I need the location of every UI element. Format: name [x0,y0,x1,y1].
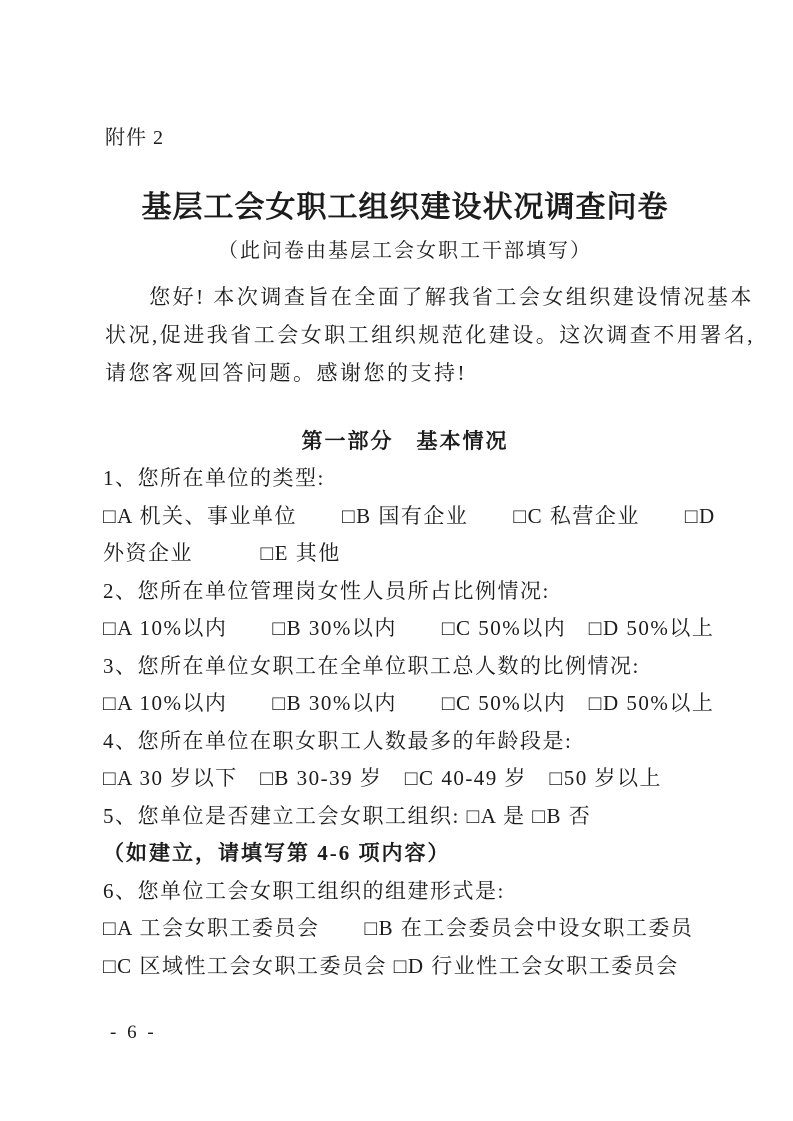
question-2-label: 2、您所在单位管理岗女性人员所占比例情况: [103,578,550,603]
document-subtitle: （此问卷由基层工会女职工干部填写） [218,240,592,262]
question-3-label: 3、您所在单位女职工在全单位职工总人数的比例情况: [103,653,640,678]
question-2-options-line-1: □A 10%以内 □B 30%以内 □C 50%以内 □D 50%以上 [103,616,715,640]
attachment-label: 附件 2 [105,127,164,149]
intro-line-2: 状况,促进我省工会女职工组织规范化建设。这次调查不用署名, [105,323,755,347]
intro-line-1: 您好! 本次调查旨在全面了解我省工会女组织建设情况基本 [149,285,754,309]
section-heading: 第一部分 基本情况 [301,429,509,453]
intro-paragraph [105,278,755,392]
question-4-label: 4、您所在单位在职女职工人数最多的年龄段是: [103,728,573,753]
question-3-options-line-1: □A 10%以内 □B 30%以内 □C 50%以内 □D 50%以上 [103,691,715,715]
document-title: 基层工会女职工组织建设状况调查问卷 [141,191,669,224]
question-5-label: 5、您单位是否建立工会女职工组织: □A 是 □B 否 [103,803,592,828]
question-1-options-line-2: 外资企业 □E 其他 [103,541,341,565]
question-1-options-line-1: □A 机关、事业单位 □B 国有企业 □C 私营企业 □D [103,503,716,528]
note-after-question-5: （如建立，请填写第 4-6 项内容） [103,841,451,865]
question-6-options-line-1: □A 工会女职工委员会 □B 在工会委员会中设女职工委员 [103,916,694,940]
page-number: - 6 - [110,1022,157,1043]
question-6-label: 6、您单位工会女职工组织的组建形式是: [103,878,505,903]
questions-block [103,460,723,985]
question-4-options-line-1: □A 30 岁以下 □B 30-39 岁 □C 40-49 岁 □50 岁以上 [103,766,662,790]
intro-line-3: 请您客观回答问题。感谢您的支持! [105,361,467,385]
question-6-options-line-2: □C 区域性工会女职工委员会 □D 行业性工会女职工委员会 [103,953,679,978]
question-1-label: 1、您所在单位的类型: [103,466,325,490]
